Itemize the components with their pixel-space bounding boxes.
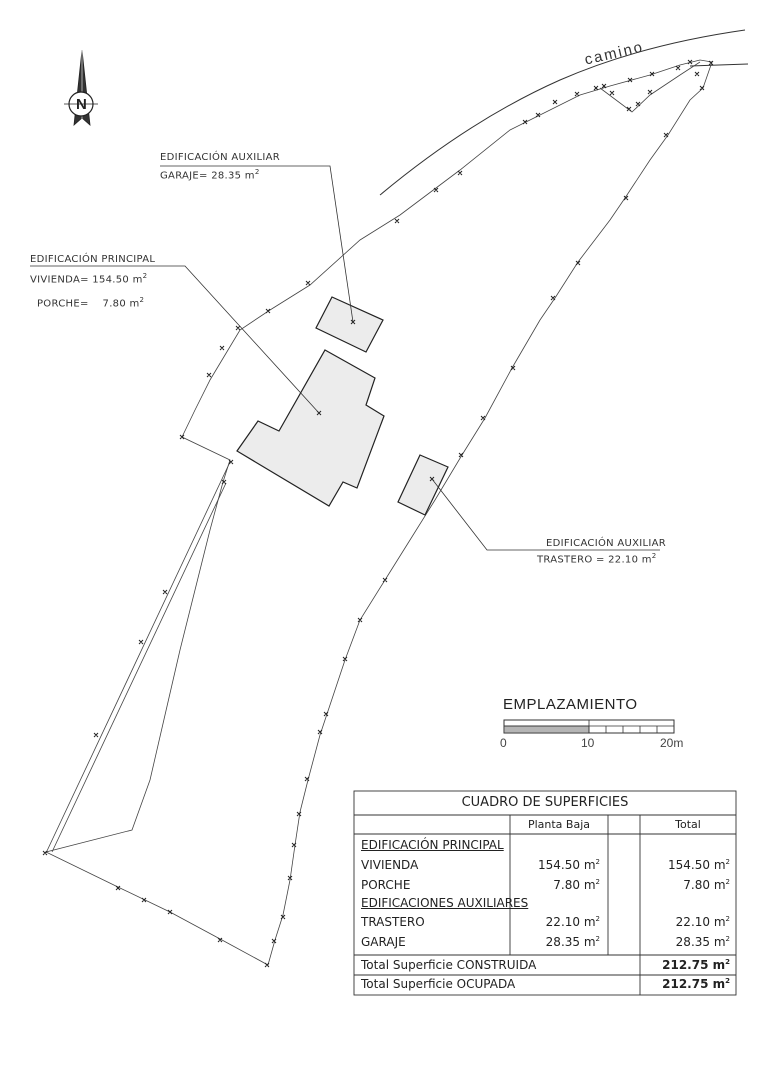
principal-title: EDIFICACIÓN PRINCIPAL bbox=[30, 254, 156, 265]
boundary-offset-line-2 bbox=[46, 462, 230, 853]
scale-tick-10: 10 bbox=[581, 736, 595, 750]
total-construida-label: Total Superficie CONSTRUIDA bbox=[361, 958, 537, 972]
building-trastero bbox=[398, 455, 448, 515]
north-arrow-icon bbox=[64, 50, 98, 125]
building-garaje bbox=[316, 297, 383, 352]
total-construida-value: 212.75 $m^2$ bbox=[662, 958, 730, 972]
row-total-vivienda: 154.50 $m^2$ bbox=[668, 858, 730, 872]
scale-title: EMPLAZAMIENTO bbox=[503, 696, 638, 713]
trastero-title: EDIFICACIÓN AUXILIAR bbox=[546, 538, 667, 549]
plot-notch bbox=[600, 62, 700, 112]
principal-vivienda: VIVIENDA= 154.50 $m^2$ bbox=[30, 272, 148, 286]
row-planta-porche: 7.80 $m^2$ bbox=[553, 878, 600, 892]
row-label-vivienda: VIVIENDA bbox=[361, 858, 419, 872]
garaje-title: EDIFICACIÓN AUXILIAR bbox=[160, 152, 281, 163]
row-label-trastero: TRASTERO bbox=[361, 915, 425, 929]
boundary-offset-line bbox=[52, 483, 226, 852]
section-principal: EDIFICACIÓN PRINCIPAL bbox=[361, 838, 504, 852]
section-auxiliares: EDIFICACIONES AUXILIARES bbox=[361, 896, 529, 910]
survey-points bbox=[43, 60, 713, 967]
row-total-trastero: 22.10 $m^2$ bbox=[675, 915, 730, 929]
row-planta-trastero: 22.10 $m^2$ bbox=[545, 915, 600, 929]
scale-bar bbox=[504, 720, 674, 733]
col-header-total: Total bbox=[675, 818, 701, 831]
scale-tick-0: 0 bbox=[500, 736, 507, 750]
plot-boundary bbox=[46, 60, 712, 965]
row-label-garaje: GARAJE bbox=[361, 935, 406, 949]
row-total-porche: 7.80 $m^2$ bbox=[683, 878, 730, 892]
table-title: CUADRO DE SUPERFICIES bbox=[461, 795, 629, 810]
north-label: N bbox=[76, 96, 87, 113]
row-planta-garaje: 28.35 $m^2$ bbox=[545, 935, 600, 949]
row-label-porche: PORCHE bbox=[361, 878, 411, 892]
row-planta-vivienda: 154.50 $m^2$ bbox=[538, 858, 600, 872]
principal-porche: PORCHE= 7.80 $m^2$ bbox=[36, 296, 145, 310]
scale-tick-20: 20m bbox=[660, 736, 684, 750]
building-principal bbox=[237, 350, 384, 506]
col-header-planta-baja: Planta Baja bbox=[527, 818, 591, 831]
road-label: camino bbox=[583, 38, 646, 69]
leader-garaje bbox=[160, 166, 353, 322]
road-edge-upper bbox=[380, 30, 745, 195]
total-ocupada-value: 212.75 $m^2$ bbox=[662, 977, 730, 991]
trastero-area: TRASTERO = 22.10 $m^2$ bbox=[537, 552, 657, 566]
garaje-area: GARAJE= 28.35 $m^2$ bbox=[160, 168, 260, 182]
row-total-garaje: 28.35 $m^2$ bbox=[675, 935, 730, 949]
road-edge-lower bbox=[690, 64, 748, 66]
total-ocupada-label: Total Superficie OCUPADA bbox=[361, 977, 516, 991]
